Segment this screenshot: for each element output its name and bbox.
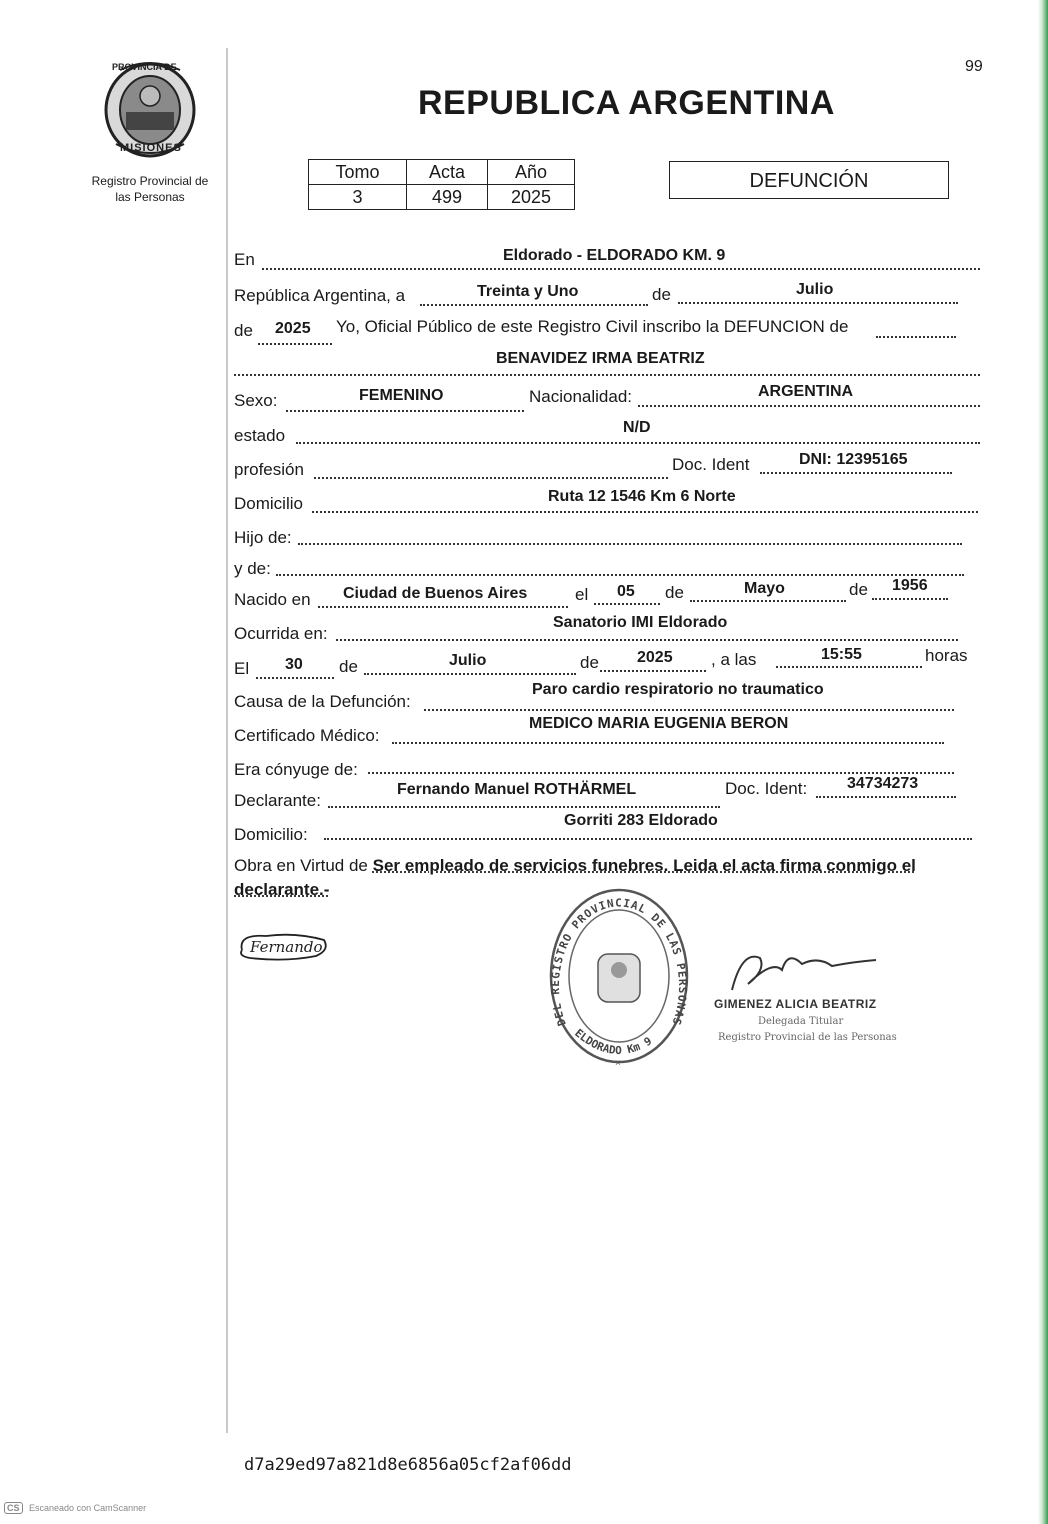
line-en — [262, 268, 980, 270]
label-domicilio: Domicilio — [234, 494, 303, 513]
declarante-signature-text: Fernando — [250, 938, 323, 956]
line-doc-ident — [760, 472, 952, 474]
line-nacido-mes — [690, 600, 846, 602]
value-sexo: FEMENINO — [359, 387, 444, 404]
svg-text:×: × — [615, 1058, 621, 1069]
line-conyuge — [368, 772, 954, 774]
label-obra: Obra en Virtud de — [234, 856, 368, 875]
value-mes: Julio — [796, 281, 834, 298]
tomo-value: 3 — [309, 185, 407, 210]
line-nacionalidad — [638, 405, 980, 407]
label-de-nacido-mes: de — [665, 583, 684, 602]
line-sexo — [286, 410, 524, 412]
label-de-mes: de — [652, 285, 671, 304]
label-sexo: Sexo: — [234, 391, 278, 410]
scanner-text: Escaneado con CamScanner — [29, 1503, 147, 1513]
page-title: REPUBLICA ARGENTINA — [418, 84, 835, 122]
acta-value: 499 — [407, 185, 488, 210]
line-profesion — [314, 477, 668, 479]
value-nacido-mes: Mayo — [744, 580, 785, 597]
page-edge — [1038, 0, 1048, 1524]
label-de-nacido-anio: de — [849, 580, 868, 599]
value-obra: Ser empleado de servicios funebres. Leida el acta firma conmigo el — [372, 856, 916, 875]
line-def-hora — [776, 666, 922, 668]
value-obra-2: declarante.- — [234, 880, 330, 899]
line-causa — [424, 709, 954, 711]
line-anio — [258, 343, 332, 345]
label-oficial: Yo, Oficial Público de este Registro Civil inscribo la DEFUNCION de — [336, 317, 849, 336]
declarante-signature-icon — [236, 928, 332, 964]
oficial-signature-icon — [722, 940, 882, 1000]
value-ocurrida: Sanatorio IMI Eldorado — [553, 614, 728, 631]
line-declarante-doc — [816, 796, 956, 798]
scanner-watermark — [4, 1502, 146, 1514]
line-oficial — [876, 336, 956, 338]
label-doc-ident-declarante: Doc. Ident: — [725, 779, 808, 798]
label-en: En — [234, 250, 255, 269]
label-domicilio-declarante: Domicilio: — [234, 825, 308, 844]
document-hash: d7a29ed97a821d8e6856a05cf2af06dd — [244, 1455, 572, 1475]
registry-label-line1: Registro Provincial de — [91, 174, 209, 188]
label-nacionalidad: Nacionalidad: — [529, 387, 633, 406]
line-nombre — [234, 374, 980, 376]
line-def-dia — [256, 677, 334, 679]
line-def-anio — [600, 670, 706, 672]
record-table — [308, 159, 575, 210]
value-def-hora: 15:55 — [821, 646, 862, 663]
label-y-de: y de: — [234, 559, 271, 578]
label-conyuge: Era cónyuge de: — [234, 760, 358, 779]
line-nacido-anio — [872, 598, 948, 600]
registry-label — [80, 173, 220, 205]
value-nacido-anio: 1956 — [892, 577, 928, 594]
label-el: el — [575, 585, 589, 604]
scanner-badge: CS — [4, 1502, 23, 1514]
tomo-header: Tomo — [309, 160, 407, 185]
line-def-mes — [364, 673, 576, 675]
value-dni: DNI: 12395165 — [799, 451, 908, 468]
value-nacido-ciudad: Ciudad de Buenos Aires — [343, 585, 528, 602]
page-number: 99 — [965, 58, 983, 75]
label-horas: horas — [925, 646, 968, 665]
line-dia — [420, 304, 648, 306]
value-anio: 2025 — [275, 320, 311, 337]
value-def-mes: Julio — [449, 652, 487, 669]
label-profesion: profesión — [234, 460, 304, 479]
value-causa: Paro cardio respiratorio no traumatico — [532, 681, 824, 698]
margin-line — [226, 48, 228, 1433]
label-republica: República Argentina, a — [234, 286, 406, 305]
stamp-text-outer: DEL REGISTRO PROVINCIAL DE LAS PERSONAS — [548, 896, 690, 1028]
line-ocurrida — [336, 639, 958, 641]
oficial-registro: Registro Provincial de las Personas — [718, 1032, 897, 1043]
anio-value: 2025 — [488, 185, 575, 210]
value-def-anio: 2025 — [637, 649, 673, 666]
line-certificado — [392, 742, 944, 744]
label-de-def-anio: de — [580, 653, 599, 672]
obra-line — [234, 856, 916, 876]
line-nacido-ciudad — [318, 606, 568, 608]
value-nombre: BENAVIDEZ IRMA BEATRIZ — [496, 350, 705, 367]
seal-text-bottom: MISIONES — [120, 142, 182, 154]
line-hijo-de — [298, 543, 962, 545]
oficial-name: GIMENEZ ALICIA BEATRIZ — [714, 997, 877, 1011]
line-y-de — [276, 574, 964, 576]
label-causa: Causa de la Defunción: — [234, 692, 411, 711]
official-stamp-icon — [544, 884, 694, 1074]
registry-label-line2: las Personas — [115, 190, 185, 204]
label-nacido-en: Nacido en — [234, 590, 311, 609]
line-declarante — [328, 806, 720, 808]
line-estado — [296, 442, 980, 444]
line-domicilio — [312, 511, 978, 513]
label-hijo-de: Hijo de: — [234, 528, 292, 547]
value-domicilio: Ruta 12 1546 Km 6 Norte — [548, 488, 736, 505]
stamp-text-inner: ELDORADO Km 9 — [572, 1026, 655, 1058]
value-lugar: Eldorado - ELDORADO KM. 9 — [503, 247, 726, 264]
value-def-dia: 30 — [285, 656, 303, 673]
oficial-cargo: Delegada Titular — [758, 1016, 844, 1027]
line-domicilio-declarante — [324, 838, 972, 840]
value-certificado: MEDICO MARIA EUGENIA BERON — [529, 715, 789, 732]
seal-text-top: PROVINCIA DE — [112, 62, 177, 72]
acta-header: Acta — [407, 160, 488, 185]
value-nacionalidad: ARGENTINA — [758, 383, 854, 400]
label-estado: estado — [234, 426, 286, 445]
label-certificado: Certificado Médico: — [234, 726, 380, 745]
value-estado: N/D — [623, 419, 651, 436]
label-doc-ident: Doc. Ident — [672, 455, 750, 474]
value-declarante-doc: 34734273 — [847, 775, 919, 792]
value-declarante: Fernando Manuel ROTHÄRMEL — [397, 781, 637, 798]
value-dia-texto: Treinta y Uno — [477, 283, 579, 300]
anio-header: Año — [488, 160, 575, 185]
value-declarante-domicilio: Gorriti 283 Eldorado — [564, 812, 718, 829]
label-ocurrida-en: Ocurrida en: — [234, 624, 328, 643]
label-de-def-mes: de — [339, 657, 358, 676]
value-nacido-dia: 05 — [617, 583, 635, 600]
obra-line-2 — [234, 880, 329, 900]
record-type-box: DEFUNCIÓN — [669, 161, 949, 199]
label-a-las: , a las — [711, 650, 757, 669]
line-mes — [678, 302, 958, 304]
label-de-anio: de — [234, 321, 253, 340]
label-declarante: Declarante: — [234, 791, 321, 810]
line-nacido-dia — [594, 603, 660, 605]
label-el-fecha: El — [234, 659, 250, 678]
